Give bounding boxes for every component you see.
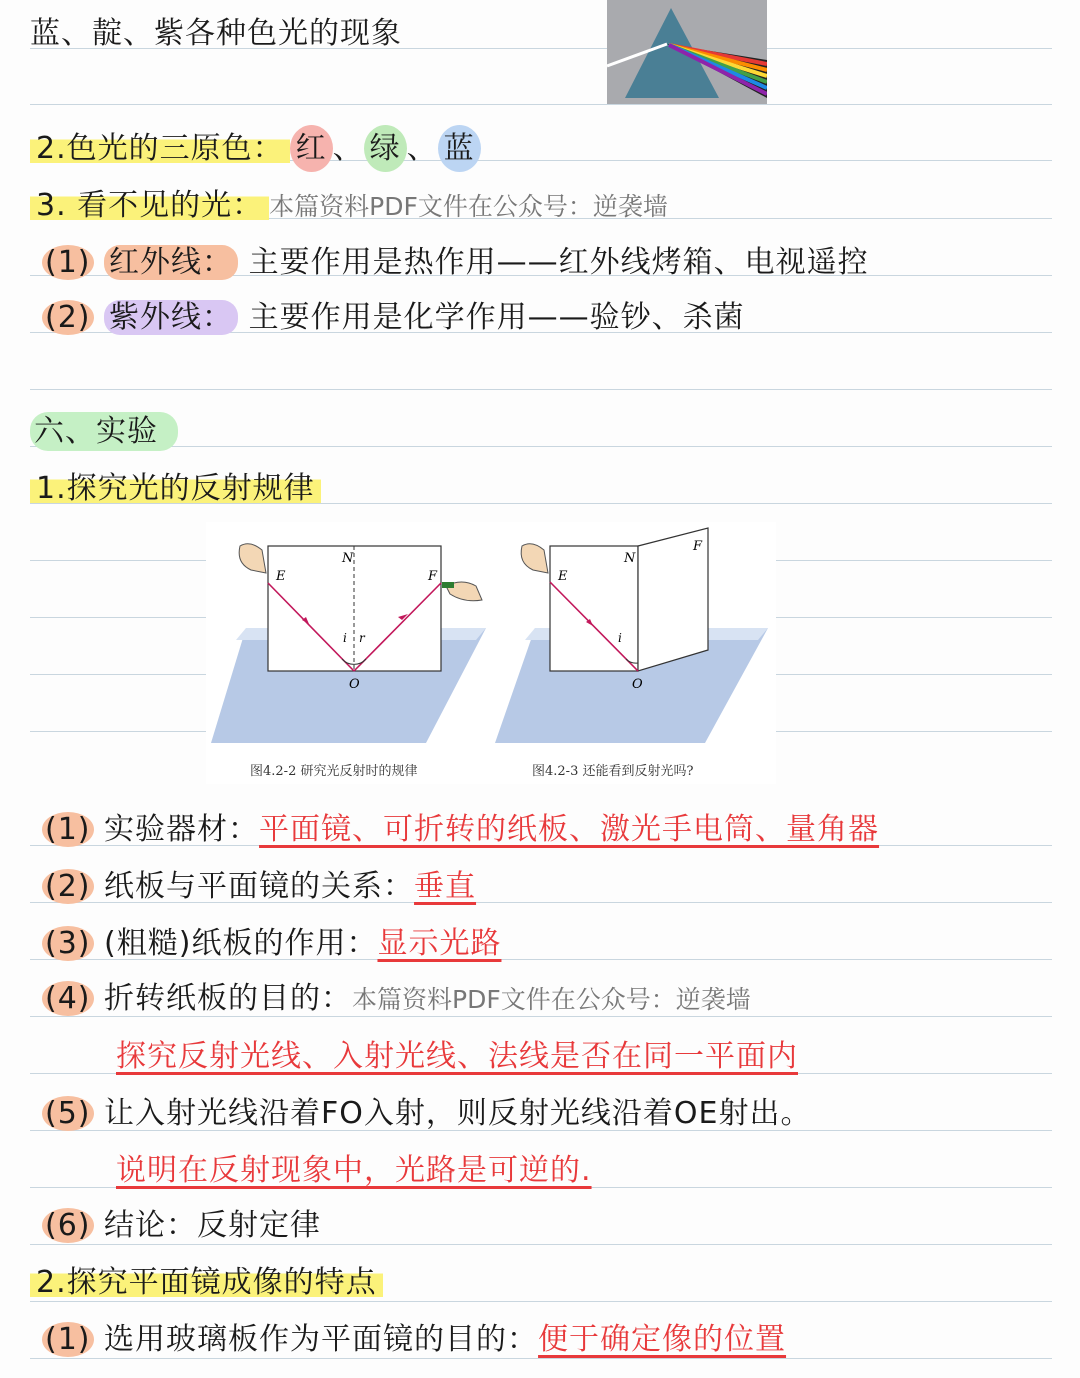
item-label: 选用玻璃板作为平面镜的目的： xyxy=(104,1322,539,1357)
label-F: F xyxy=(428,569,438,584)
item-label: 折转纸板的目的： xyxy=(104,981,353,1016)
invisible-light-label: 3. 看不见的光： xyxy=(30,188,269,223)
dispersion-text: 蓝、靛、紫各种色光的现象 xyxy=(30,16,402,51)
item-number: (1) xyxy=(42,245,94,280)
infrared-text: 主要作用是热作用——红外线烤箱、电视遥控 xyxy=(248,245,869,280)
separator: 、 xyxy=(332,131,364,166)
item-number: (4) xyxy=(42,981,94,1016)
ultraviolet-label: 紫外线： xyxy=(104,300,238,335)
item-fold-answer-line xyxy=(116,1037,798,1077)
item-number: (2) xyxy=(42,300,94,335)
label-N: N xyxy=(624,551,636,566)
ultraviolet-line xyxy=(42,298,745,338)
primary-colors-label: 2.色光的三原色： xyxy=(30,131,290,166)
separator: 、 xyxy=(406,131,438,166)
label-r: r xyxy=(359,631,365,645)
item-answer: 便于确定像的位置 xyxy=(538,1322,787,1357)
item-label: 纸板与平面镜的关系： xyxy=(104,869,415,904)
item-answer: 垂直 xyxy=(414,869,477,904)
item-number: (5) xyxy=(42,1096,94,1131)
prism-image xyxy=(607,0,767,104)
figure-caption-right: 图4.2-3 还能看到反射光吗? xyxy=(532,764,694,779)
experiment1-title: 1.探究光的反射规律 xyxy=(30,471,321,506)
ruled-line xyxy=(30,389,1052,390)
item-reversibility-answer-line xyxy=(116,1151,592,1191)
experiment2-title-line xyxy=(30,1263,383,1303)
watermark-text: 本篇资料PDF文件在公众号：逆袭墙 xyxy=(352,985,751,1014)
label-O: O xyxy=(349,677,360,692)
item-number: (6) xyxy=(42,1208,94,1243)
item-board-function xyxy=(42,924,501,964)
ruled-line xyxy=(30,446,1052,447)
section-heading-line xyxy=(30,412,178,452)
primary-red: 红 xyxy=(290,125,333,172)
ruled-line xyxy=(30,104,1052,105)
item-number: (2) xyxy=(42,869,94,904)
experiment2-title: 2.探究平面镜成像的特点 xyxy=(30,1265,383,1300)
item-answer: 平面镜、可折转的纸板、激光手电筒、量角器 xyxy=(259,812,880,847)
label-N: N xyxy=(342,551,354,566)
item-conclusion xyxy=(42,1206,321,1246)
figure-reflection-law xyxy=(206,528,496,748)
label-i: i xyxy=(343,631,347,645)
item-number: (1) xyxy=(42,812,94,847)
item-label: 让入射光线沿着FO入射，则反射光线沿着OE射出。 xyxy=(104,1096,812,1131)
item-answer: 显示光路 xyxy=(377,926,502,961)
item-answer: 探究反射光线、入射光线、法线是否在同一平面内 xyxy=(116,1039,798,1074)
item-number: (1) xyxy=(42,1322,94,1357)
item-board-relation xyxy=(42,867,476,907)
primary-green: 绿 xyxy=(364,125,407,172)
primary-colors-line xyxy=(30,129,481,169)
label-i: i xyxy=(618,631,622,645)
item-label: (粗糙)纸板的作用： xyxy=(104,926,378,961)
item-label: 实验器材： xyxy=(104,812,260,847)
primary-blue: 蓝 xyxy=(438,125,481,172)
figure-caption-left: 图4.2-2 研究光反射时的规律 xyxy=(250,764,418,779)
figure-folded-board xyxy=(490,522,775,748)
item-fold-purpose xyxy=(42,979,751,1020)
item-answer: 说明在反射现象中，光路是可逆的. xyxy=(116,1153,592,1188)
label-F: F xyxy=(693,539,703,554)
item-label: 结论：反射定律 xyxy=(104,1208,322,1243)
label-E: E xyxy=(276,569,286,584)
item-glass-purpose xyxy=(42,1320,786,1360)
infrared-line xyxy=(42,243,869,283)
infrared-label: 红外线： xyxy=(104,245,238,280)
experiment1-title-line xyxy=(30,469,321,509)
watermark-text: 本篇资料PDF文件在公众号：逆袭墙 xyxy=(269,192,668,221)
label-E: E xyxy=(558,569,568,584)
invisible-light-line xyxy=(30,186,668,227)
ultraviolet-text: 主要作用是化学作用——验钞、杀菌 xyxy=(248,300,745,335)
item-number: (3) xyxy=(42,926,94,961)
dispersion-line xyxy=(30,14,402,54)
item-reversibility xyxy=(42,1094,811,1134)
item-equipment xyxy=(42,810,879,850)
label-O: O xyxy=(632,677,643,692)
section-title: 六、实验 xyxy=(30,412,178,451)
